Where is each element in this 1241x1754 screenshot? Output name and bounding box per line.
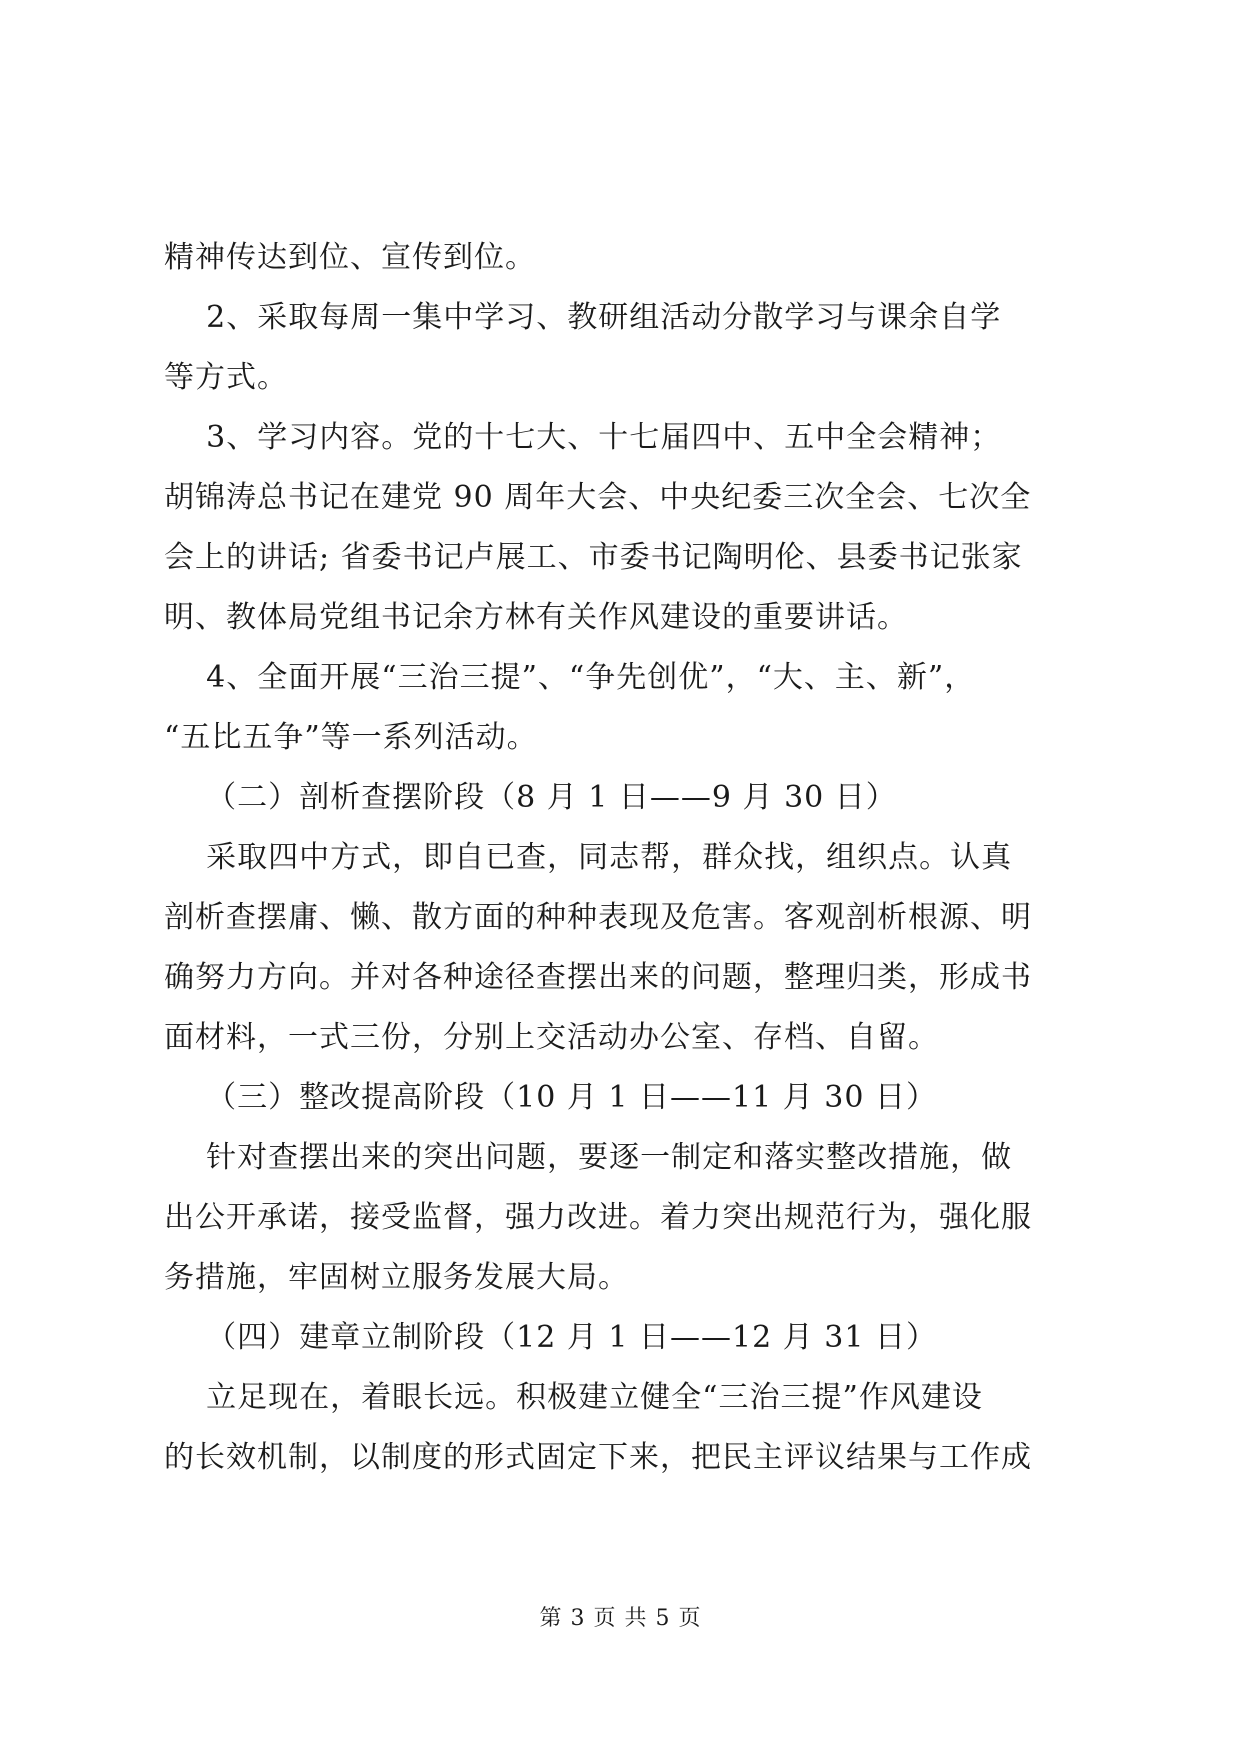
text-line: 面材料，一式三份，分别上交活动办公室、存档、自留。 [164,1020,939,1055]
text-line: 会上的讲话; 省委书记卢展工、市委书记陶明伦、县委书记张家 [164,540,1023,575]
text-line: 采取四中方式，即自已查，同志帮，群众找，组织点。认真 [164,840,1013,875]
text-line: 明、教体局党组书记余方林有关作风建设的重要讲话。 [164,600,908,635]
text-line: “五比五争”等一系列活动。 [164,720,538,755]
section-heading: （三）整改提高阶段（10 月 1 日——11 月 30 日） [164,1080,937,1115]
section-heading: （二）剖析查摆阶段（8 月 1 日——9 月 30 日） [164,780,897,815]
text-line: 立足现在，着眼长远。积极建立健全“三治三提”作风建设 [164,1380,983,1415]
text-line: 确努力方向。并对各种途径查摆出来的问题，整理归类，形成书 [164,960,1032,995]
text-line: 针对查摆出来的突出问题，要逐一制定和落实整改措施，做 [164,1140,1013,1175]
text-line: 剖析查摆庸、懒、散方面的种种表现及危害。客观剖析根源、明 [164,900,1032,935]
text-line: 务措施，牢固树立服务发展大局。 [164,1260,629,1295]
document-body [164,228,1084,1488]
text-line: 的长效机制，以制度的形式固定下来，把民主评议结果与工作成 [164,1440,1032,1475]
section-heading: （四）建章立制阶段（12 月 1 日——12 月 31 日） [164,1320,937,1355]
text-line: 精神传达到位、宣传到位。 [164,240,536,275]
text-line: 4、全面开展“三治三提”、“争先创优”，“大、主、新”， [164,660,976,695]
text-line: 出公开承诺，接受监督，强力改进。着力突出规范行为，强化服 [164,1200,1032,1235]
page-number-footer: 第 3 页 共 5 页 [539,1606,702,1631]
text-line: 等方式。 [164,360,288,395]
text-line: 3、学习内容。党的十七大、十七届四中、五中全会精神； [164,420,1002,455]
text-line: 2、采取每周一集中学习、教研组活动分散学习与课余自学 [164,300,1002,335]
text-line: 胡锦涛总书记在建党 90 周年大会、中央纪委三次全会、七次全 [164,480,1032,515]
